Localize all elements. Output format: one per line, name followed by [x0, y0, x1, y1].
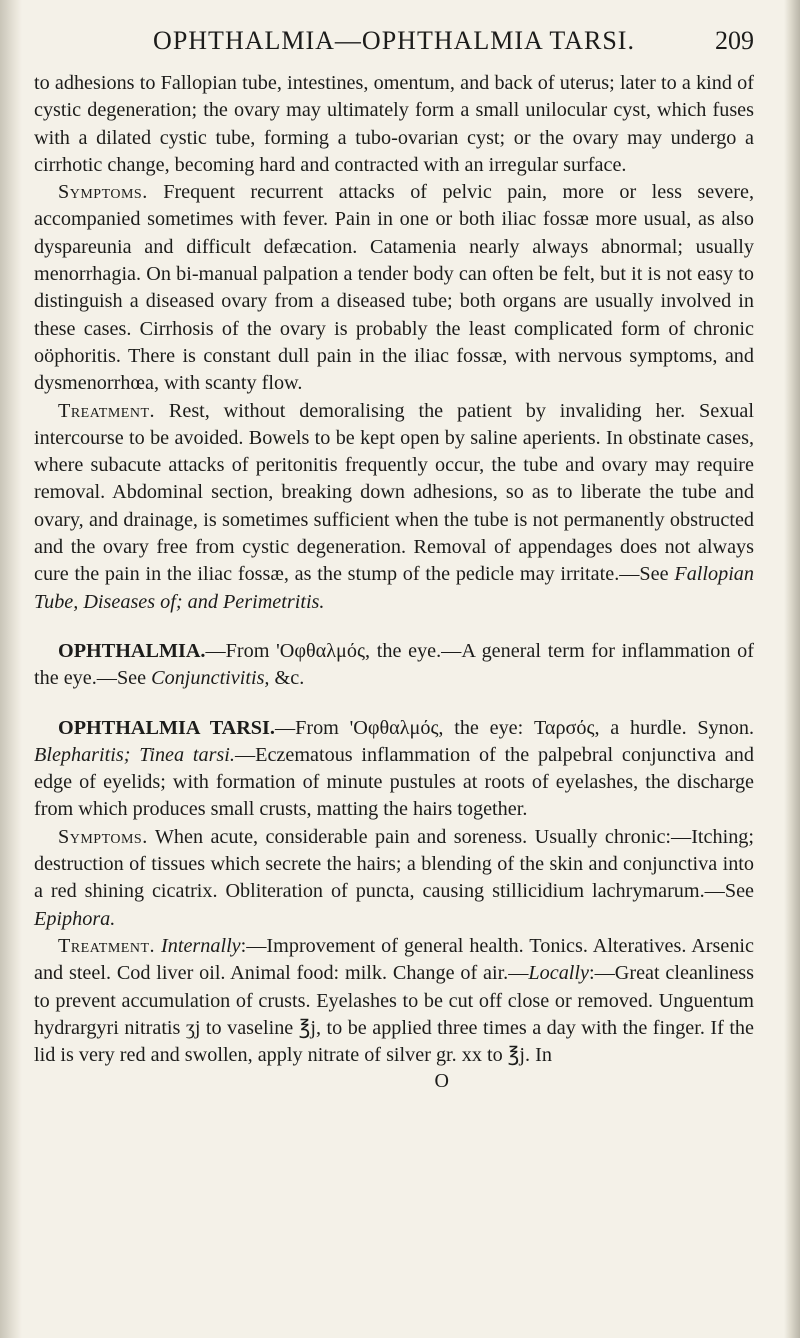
book-page	[34, 26, 754, 1093]
text-run: :—Improvement of general health. Tonics. Alteratives. Arsenic and steel. Cod liver oil. Animal food: milk. Change of air.—	[34, 934, 754, 985]
italic-text: Conjunctivitis,	[151, 667, 270, 690]
text-run: :—Great cleanliness to prevent accumulation of crusts. Eyelashes to be cut off close or removed. Unguentum hydrargyri nitratis ʒj to vaseline ℥j, to be applied three times a day with the finger. If the lid is very red and swollen, apply nitrate of silver gr. xx to ℥j. In	[34, 962, 754, 1067]
page-edge-shadow	[784, 0, 800, 1338]
signature-mark: O	[434, 1070, 449, 1093]
section-label: Symptoms.	[58, 181, 148, 204]
book-gutter-shadow	[0, 0, 22, 1338]
text-run: —From 'Οφθαλμός, the eye: Ταρσός, a hurdle. Synon.	[274, 716, 754, 739]
italic-text: Epiphora.	[34, 907, 116, 930]
paragraph	[34, 70, 754, 179]
text-run: &c.	[269, 667, 305, 690]
text-run: to adhesions to Fallopian tube, intestines, omentum, and back of uterus; later to a kind of cystic degeneration; the ovary may ultimately form a small unilocular cyst, which fuses with a dilated cystic tube, forming a tubo-ovarian cyst; or the ovary may undergo a cirrhotic change, becoming hard and contracted with an irregular surface.	[34, 72, 754, 176]
paragraph	[34, 398, 754, 616]
section-label: Treatment.	[58, 399, 156, 422]
entry-headword: OPHTHALMIA.	[58, 639, 206, 662]
page-header	[34, 26, 754, 56]
dictionary-entry	[34, 715, 754, 824]
dictionary-entry	[34, 638, 754, 693]
text-run: —Eczematous inflammation of the palpebral conjunctiva and edge of eyelids; with formation of minute pustules at roots of eyelashes, the discharge from which produces small crusts, matting the hairs together.	[34, 743, 754, 821]
running-title: OPHTHALMIA—OPHTHALMIA TARSI.	[153, 26, 635, 55]
section-label: Treatment.	[58, 934, 156, 957]
italic-text: Blepharitis; Tinea tarsi.	[34, 743, 235, 766]
paragraph	[34, 179, 754, 397]
body-text	[34, 70, 754, 1069]
text-run: Frequent recurrent attacks of pelvic pain, more or less severe, accompanied sometimes with fever. Pain in one or both iliac fossæ more usual, as also dyspareunia and difficult defæcation. Catamenia nearly always abnormal; usually menorrhagia. On bi-manual palpation a tender body can often be felt, but it is not easy to distinguish a diseased ovary from a diseased tube; both organs are usually involved in these cases. Cirrhosis of the ovary is probably the least complicated form of chronic oöphoritis. There is constant dull pain in the iliac fossæ, with nervous symptoms, and dysmenorrhœa, with scanty flow.	[34, 181, 754, 395]
page-number: 209	[715, 26, 754, 55]
italic-text: Locally	[528, 962, 589, 985]
section-label: Symptoms.	[58, 825, 148, 848]
text-run: Rest, without demoralising the patient by invaliding her. Sexual intercourse to be avoided. Bowels to be kept open by saline aperients. In obstinate cases, where subacute attacks of peritonitis frequently occur, the tube and ovary may require removal. Abdominal section, breaking down adhesions, so as to liberate the tube and ovary, and drainage, is sometimes sufficient when the tube is not permanently obstructed and the ovary free from cystic degeneration. Removal of appendages does not always cure the pain in the iliac fossæ, as the stump of the pedicle may irritate.—See	[34, 399, 754, 586]
italic-text: Fallopian Tube, Diseases of; and Perimetritis.	[34, 563, 754, 613]
text-run: —From 'Οφθαλμός, the eye.—A general term for inflammation of the eye.—See	[34, 639, 754, 690]
entry-headword: OPHTHALMIA TARSI.	[58, 716, 275, 739]
italic-text: Internally	[161, 934, 241, 957]
text-run: When acute, considerable pain and soreness. Usually chronic:—Itching; destruction of tissues which secrete the hairs; a blending of the skin and conjunctiva into a red shining cicatrix. Obliteration of puncta, causing stillicidium lachrymarum.—See	[34, 825, 754, 903]
paragraph	[34, 933, 754, 1069]
paragraph	[34, 824, 754, 933]
